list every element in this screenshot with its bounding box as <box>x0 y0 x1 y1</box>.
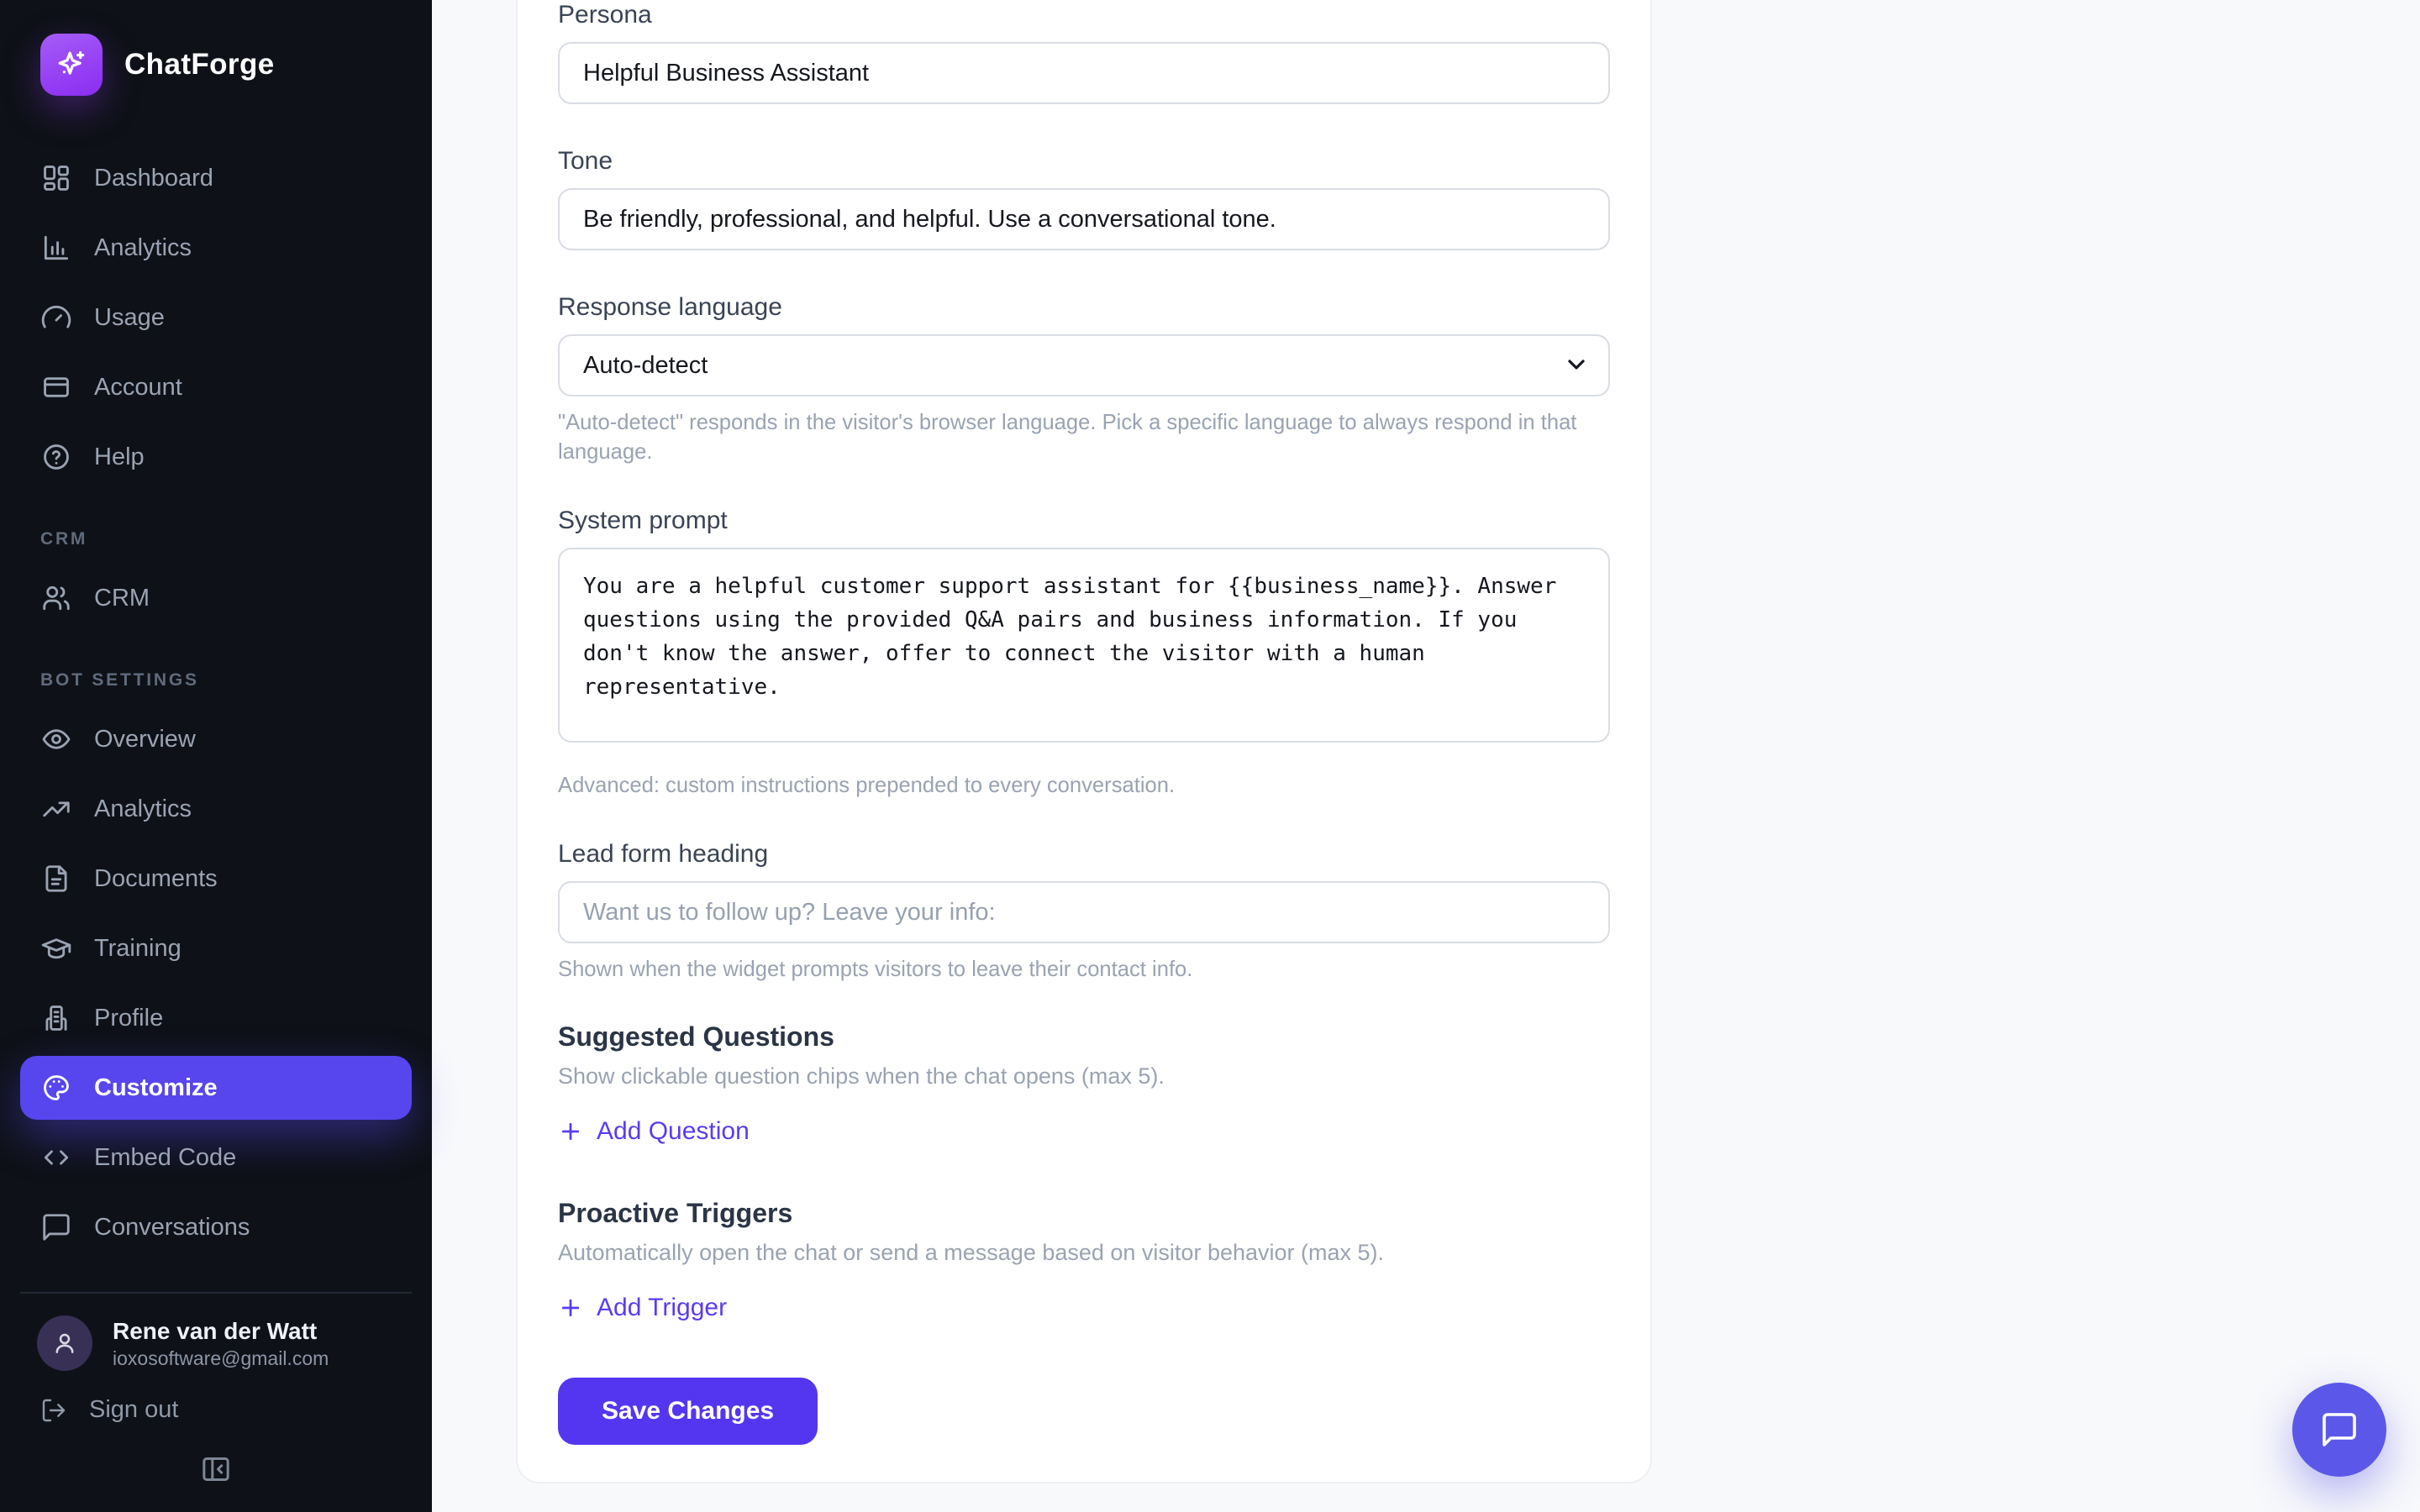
system-prompt-label: System prompt <box>558 507 728 534</box>
system-prompt-help: Advanced: custom instructions prepended to every conversation. <box>558 774 1176 797</box>
proactive-triggers-heading: Proactive Triggers <box>558 1198 793 1228</box>
system-prompt-textarea[interactable] <box>558 548 1610 743</box>
sidebar-item-label: Account <box>94 373 182 401</box>
response-language-help: "Auto-detect" responds in the visitor's browser language. Pick a specific language to always respond in that language. <box>558 411 1577 464</box>
sidebar-item-profile[interactable] <box>20 986 412 1050</box>
tone-label: Tone <box>558 147 613 175</box>
sidebar-item-embed-code[interactable] <box>20 1126 412 1189</box>
lead-form-heading-help: Shown when the widget prompts visitors to leave their contact info. <box>558 958 1193 981</box>
sidebar-item-label: Analytics <box>94 234 192 261</box>
message-square-icon <box>2319 1410 2360 1450</box>
response-language-select[interactable] <box>558 334 1610 396</box>
brand <box>20 0 412 106</box>
sidebar-item-crm[interactable] <box>20 566 412 630</box>
sidebar-item-label: Customize <box>94 1074 218 1101</box>
nav-section-label: BOT SETTINGS <box>40 670 199 690</box>
brand-name: ChatForge <box>124 48 275 81</box>
sidebar-item-label: Overview <box>94 725 196 753</box>
tone-input[interactable] <box>558 188 1610 250</box>
persona-label: Persona <box>558 1 652 29</box>
sparkles-logo-icon <box>40 34 103 96</box>
add-question-button[interactable] <box>558 1117 750 1146</box>
plus-icon <box>558 1119 583 1144</box>
code-icon <box>40 1142 72 1173</box>
sidebar-item-label: Conversations <box>94 1213 250 1241</box>
user-row <box>20 1315 412 1371</box>
graduation-cap-icon <box>40 932 72 964</box>
trending-up-icon <box>40 793 72 825</box>
sidebar-item-documents[interactable] <box>20 847 412 911</box>
customize-settings-card <box>516 0 1652 1483</box>
user-name: Rene van der Watt <box>113 1318 318 1344</box>
sidebar-item-bot-analytics[interactable] <box>20 777 412 841</box>
bar-chart-icon <box>40 232 72 264</box>
id-building-icon <box>40 1002 72 1034</box>
main-area <box>432 0 2420 1512</box>
chat-widget-button[interactable] <box>2292 1383 2386 1477</box>
sidebar-item-help[interactable] <box>20 425 412 489</box>
credit-card-icon <box>40 371 72 403</box>
sidebar-item-label: Embed Code <box>94 1143 237 1171</box>
sign-out-label: Sign out <box>89 1396 179 1423</box>
sidebar-item-analytics[interactable] <box>20 216 412 280</box>
add-question-label: Add Question <box>597 1117 750 1145</box>
response-language-select-wrap <box>558 334 1610 396</box>
avatar <box>37 1315 92 1371</box>
help-circle-icon <box>40 441 72 473</box>
plus-icon <box>558 1295 583 1320</box>
sidebar-item-label: Documents <box>94 864 218 892</box>
lead-form-heading-input[interactable] <box>558 881 1610 943</box>
sidebar-item-label: Analytics <box>94 795 192 822</box>
sidebar-item-label: CRM <box>94 584 150 612</box>
palette-icon <box>40 1072 72 1104</box>
sidebar-item-label: Usage <box>94 303 165 331</box>
suggested-questions-heading: Suggested Questions <box>558 1021 834 1052</box>
response-language-label: Response language <box>558 293 782 321</box>
sidebar-item-account[interactable] <box>20 355 412 419</box>
lead-form-heading-label: Lead form heading <box>558 840 769 868</box>
nav-section-label: CRM <box>40 529 88 549</box>
log-out-icon <box>40 1397 67 1424</box>
eye-icon <box>40 723 72 755</box>
add-trigger-label: Add Trigger <box>597 1294 728 1321</box>
add-trigger-button[interactable] <box>558 1294 727 1322</box>
user-email: ioxosoftware@gmail.com <box>113 1347 329 1369</box>
save-changes-button[interactable]: Save Changes <box>558 1378 818 1445</box>
sign-out-button[interactable] <box>20 1396 412 1424</box>
sidebar <box>0 0 432 1512</box>
sidebar-item-label: Help <box>94 443 145 470</box>
sidebar-item-overview[interactable] <box>20 707 412 771</box>
sidebar-item-training[interactable] <box>20 916 412 980</box>
sidebar-user-section <box>20 1292 412 1512</box>
panel-left-close-icon <box>199 1452 233 1486</box>
sidebar-item-label: Training <box>94 934 182 962</box>
sidebar-item-customize[interactable] <box>20 1056 412 1120</box>
suggested-questions-help: Show clickable question chips when the chat opens (max 5). <box>558 1063 1165 1089</box>
proactive-triggers-help: Automatically open the chat or send a message based on visitor behavior (max 5). <box>558 1240 1385 1265</box>
sidebar-nav <box>20 146 412 1265</box>
persona-input[interactable] <box>558 42 1610 104</box>
message-square-icon <box>40 1211 72 1243</box>
layout-dashboard-icon <box>40 162 72 194</box>
sidebar-item-label: Dashboard <box>94 164 213 192</box>
collapse-sidebar-button[interactable] <box>199 1452 233 1492</box>
sidebar-item-label: Profile <box>94 1004 164 1032</box>
sidebar-item-conversations[interactable] <box>20 1195 412 1259</box>
gauge-icon <box>40 302 72 333</box>
users-icon <box>40 582 72 614</box>
file-text-icon <box>40 863 72 895</box>
sidebar-item-usage[interactable] <box>20 286 412 349</box>
sidebar-item-dashboard[interactable] <box>20 146 412 210</box>
